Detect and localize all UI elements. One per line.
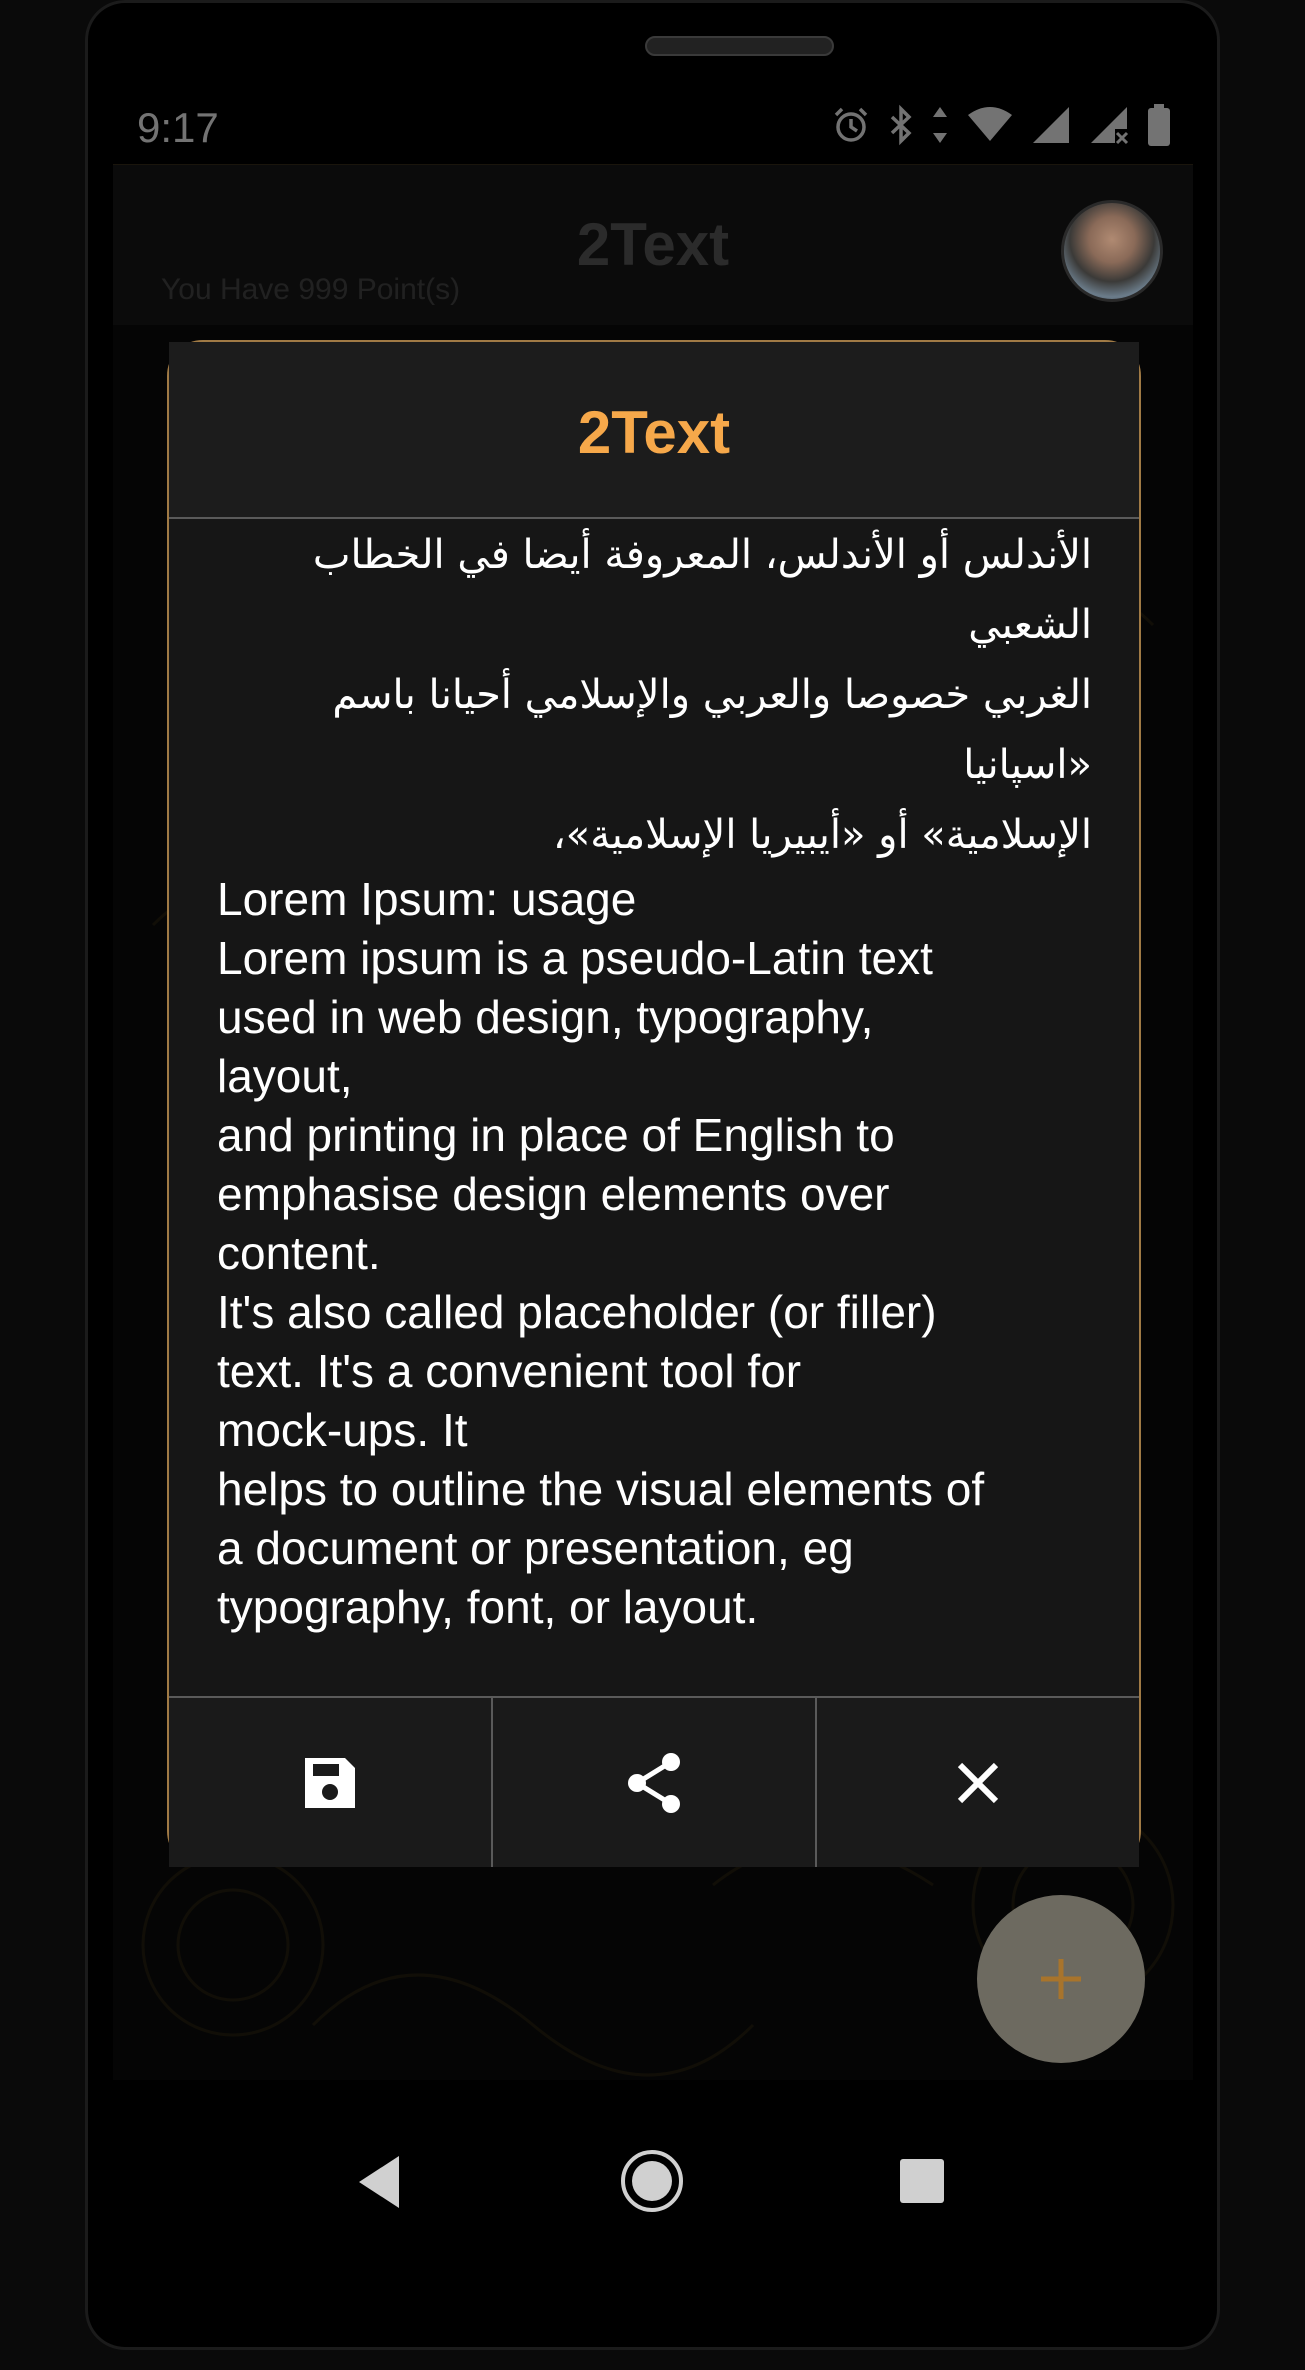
close-icon [954,1759,1002,1807]
text-dialog [167,340,1141,1867]
text-line: الأندلس أو الأندلس، المعروفة أيضا في الخطاب [312,532,1092,578]
dialog-title: 2Text [577,399,731,466]
save-icon [301,1754,359,1812]
back-icon[interactable] [355,2154,403,2210]
share-button[interactable] [493,1698,817,1867]
text-line: الشعبي [968,602,1092,648]
dialog-text-content[interactable] [217,520,1092,1633]
text-line: a document or presentation, eg [217,1522,854,1574]
recents-icon[interactable] [898,2157,946,2205]
plus-icon [1037,1955,1085,2003]
arabic-text [217,520,1092,870]
text-line: content. [217,1227,381,1279]
latin-text [217,870,1092,1637]
device-speaker [645,36,834,56]
text-line: used in web design, typography, [217,991,874,1043]
text-line: and printing in place of English to [217,1109,895,1161]
text-line: layout, [217,1050,353,1102]
text-line: Lorem Ipsum: usage [217,873,637,925]
save-button[interactable] [169,1698,493,1867]
text-line: emphasise design elements over [217,1168,890,1220]
text-line: الغربي خصوصا والعربي والإسلامي أحيانا باسم [332,672,1092,718]
text-line: Lorem ipsum is a pseudo-Latin text [217,932,933,984]
dialog-actions [169,1696,1139,1867]
text-line: It's also called placeholder (or filler) [217,1286,937,1338]
text-line: «اسپانيا [963,742,1092,788]
text-line: text. It's a convenient tool for [217,1345,802,1397]
text-line: typography, font, or layout. [217,1581,759,1633]
text-line: helps to outline the visual elements of [217,1463,985,1515]
share-icon [625,1752,683,1814]
home-icon[interactable] [619,2148,685,2214]
user-avatar[interactable] [1061,200,1163,302]
dialog-header [169,342,1139,519]
close-button[interactable] [817,1698,1139,1867]
add-fab-button[interactable] [977,1895,1145,2063]
text-line: mock-ups. It [217,1404,468,1456]
text-line: الإسلامية» أو «أيبيريا الإسلامية»، [552,812,1092,858]
